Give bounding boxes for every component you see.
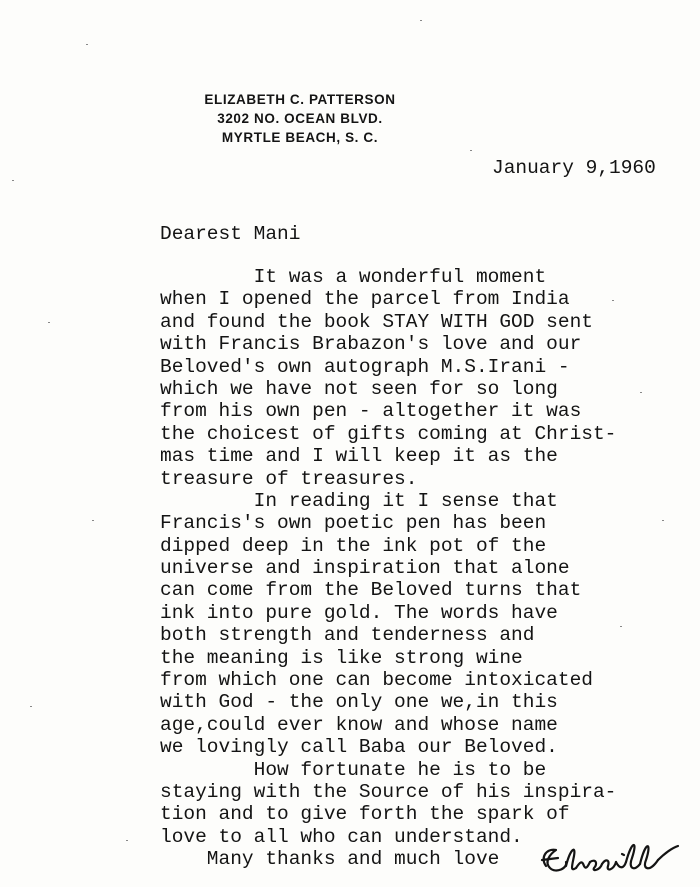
body-line: In reading it I sense that — [160, 489, 558, 512]
letter-body — [160, 266, 690, 871]
body-line: from his own pen - altogether it was — [160, 400, 582, 423]
body-line: when I opened the parcel from India — [160, 288, 570, 311]
body-line: Many thanks and much love — [160, 848, 500, 871]
letterhead-street: 3202 NO. OCEAN BLVD. — [217, 111, 383, 126]
letterhead-city: MYRTLE BEACH, S. C. — [221, 130, 379, 145]
dust-speck — [470, 150, 472, 151]
dust-speck — [30, 706, 32, 707]
dust-speck — [420, 20, 422, 21]
body-line: love to all who can understand. — [160, 825, 523, 848]
dust-speck — [48, 322, 50, 323]
body-line: which we have not seen for so long — [160, 377, 558, 400]
body-line: with God - the only one we,in this — [160, 691, 558, 714]
dust-speck — [126, 840, 128, 841]
body-line: ink into pure gold. The words have — [160, 601, 558, 624]
body-line: the meaning is like strong wine — [160, 646, 523, 669]
body-line: treasure of treasures. — [160, 467, 418, 490]
body-line: dipped deep in the ink pot of the — [160, 534, 547, 557]
body-line: It was a wonderful moment — [160, 266, 547, 288]
letter-date: January 9,1960 — [492, 157, 656, 179]
letterhead-name: ELIZABETH C. PATTERSON — [204, 92, 396, 107]
dust-speck — [620, 626, 622, 627]
body-line: Beloved's own autograph M.S.Irani - — [160, 355, 570, 378]
body-line: How fortunate he is to be — [160, 758, 547, 781]
body-line: we lovingly call Baba our Beloved. — [160, 736, 558, 759]
dust-speck — [662, 520, 664, 521]
body-line: the choicest of gifts coming at Christ- — [160, 422, 617, 445]
dust-speck — [640, 392, 642, 393]
body-line: staying with the Source of his inspira- — [160, 780, 617, 803]
body-line: can come from the Beloved turns that — [160, 579, 582, 602]
body-line: universe and inspiration that alone — [160, 557, 570, 580]
dust-speck — [92, 520, 94, 521]
body-line: tion and to give forth the spark of — [160, 803, 570, 826]
body-line: Francis's own poetic pen has been — [160, 512, 547, 535]
letterhead — [0, 90, 600, 147]
salutation: Dearest Mani — [160, 223, 301, 245]
body-line: both strength and tenderness and — [160, 624, 535, 647]
dust-speck — [612, 300, 614, 301]
body-line: from which one can become intoxicated — [160, 669, 593, 692]
dust-speck — [86, 44, 88, 45]
body-line: mas time and I will keep it as the — [160, 445, 558, 468]
body-line: and found the book STAY WITH GOD sent — [160, 310, 593, 333]
body-line: with Francis Brabazon's love and our — [160, 333, 582, 356]
body-line: age,could ever know and whose name — [160, 713, 558, 736]
handwritten-signature — [536, 836, 686, 886]
dust-speck — [12, 180, 14, 181]
